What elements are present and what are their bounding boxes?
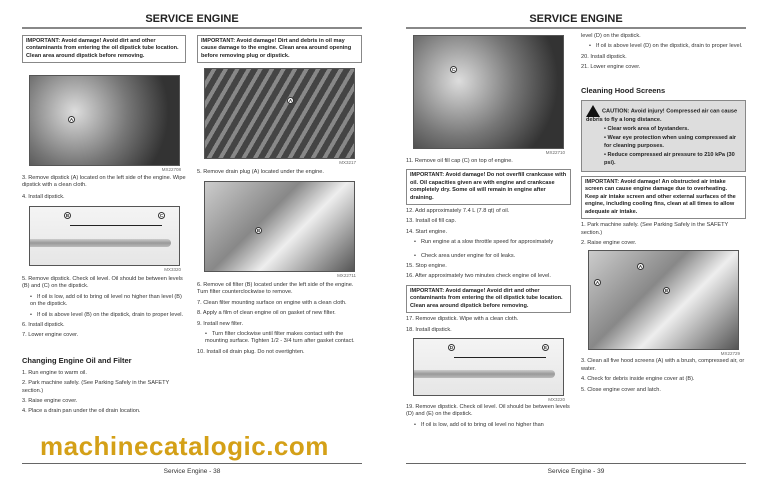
important-notice: IMPORTANT: Avoid damage! An obstructed air intake screen can cause engine damage due to overheating. Keep air intake screen and other external surfaces of the engine, including cooling fins, clean at all times to allow adequate air intake. <box>581 176 746 219</box>
step: 20. Install dipstick. <box>581 53 627 60</box>
text: level (D) on the dipstick. <box>581 33 641 39</box>
step: 21. Lower engine cover. <box>581 64 641 71</box>
callout-b: B <box>65 213 70 218</box>
step: 4. Place a drain pan under the oil drain location. <box>22 408 141 415</box>
step: 14. Start engine. <box>406 228 448 235</box>
caution-bullet: • Wear eye protection when using compressed air for cleaning purposes. <box>604 135 737 149</box>
step: 9. Install new filter. <box>197 320 244 327</box>
figure-caption: MX3320 <box>164 267 181 272</box>
callout-a: A <box>288 98 293 103</box>
step: 4. Install dipstick. <box>22 193 65 200</box>
callout-e: E <box>543 344 547 350</box>
step: 19. Remove dipstick. Check oil level. Oil should be between levels (D) and (E) on the dipstick. <box>406 403 570 418</box>
caution-bullet: • Clear work area of bystanders. <box>604 126 689 133</box>
step: 1. Run engine to warm oil. <box>22 369 87 376</box>
section-heading: Changing Engine Oil and Filter <box>22 355 132 365</box>
page-header: SERVICE ENGINE <box>145 13 239 25</box>
hood-screen-photo <box>588 250 739 350</box>
warning-icon <box>586 105 600 117</box>
callout-c: C <box>159 213 164 218</box>
step: 7. Clean filter mounting surface on engine with a clean cloth. <box>197 299 347 306</box>
step: 13. Install oil fill cap. <box>406 218 457 225</box>
page-footer: Service Engine - 39 <box>547 468 605 475</box>
page-header: SERVICE ENGINE <box>529 13 623 25</box>
step: 3. Clean all five hood screens (A) with a brush, compressed air, or water. <box>581 358 745 372</box>
watermark: machinecatalogic.com <box>40 431 329 461</box>
callout-a: A <box>638 264 643 270</box>
oil-cap-photo <box>413 35 564 149</box>
step: 3. Raise engine cover. <box>22 398 78 405</box>
step: 12. Add approximately 7.4 L (7.8 qt) of oil. <box>406 208 510 215</box>
callout-b: B <box>256 228 261 233</box>
callout-d: D <box>449 344 454 350</box>
step: 7. Lower engine cover. <box>22 332 79 339</box>
step: 1. Park machine safely. (See Parking Safely in the SAFETY section.) <box>581 222 729 236</box>
caution-text: CAUTION: Avoid injury! Compressed air can cause debris to fly a long distance. <box>586 108 738 123</box>
header-rule <box>406 27 746 29</box>
figure-caption: MX3220 <box>548 396 565 402</box>
callout-a: A <box>595 280 600 286</box>
step: 10. Install oil drain plug. Do not overtighten. <box>197 348 305 355</box>
step: 2. Park machine safely. (See Parking Safely in the SAFETY section.) <box>22 380 170 394</box>
step: 4. Check for debris inside engine cover at (B). <box>581 376 695 383</box>
figure-caption: MX22708 <box>161 167 181 172</box>
step: 5. Remove drain plug (A) located under the engine. <box>197 169 324 175</box>
figure-caption: MX22711 <box>337 273 356 278</box>
step: 6. Remove oil filter (B) located under the left side of the engine. Turn filter counterclockwise to remove. <box>197 282 354 296</box>
step: 5. Remove dipstick. Check oil level. Oil should be between levels (B) and (C) on the dipstick. <box>22 276 183 290</box>
tire-photo <box>204 68 355 159</box>
important-notice: IMPORTANT: Avoid damage! Avoid dirt and other contaminants from entering the oil dipstick tube location. Clean area around dipstick before removing. <box>22 35 186 63</box>
step: 16. After approximately two minutes check engine oil level. <box>406 273 551 280</box>
step: 17. Remove dipstick. Wipe with a clean cloth. <box>406 316 519 323</box>
figure-caption: MX22729 <box>720 351 740 357</box>
bullet: • If oil is above level (D) on the dipstick, drain to proper level. <box>581 43 746 50</box>
callout-c: C <box>451 67 456 72</box>
dipstick-photo <box>413 338 564 396</box>
step: 11. Remove oil fill cap (C) on top of engine. <box>406 158 513 164</box>
step: 3. Remove dipstick (A) located on the left side of the engine. Wipe dipstick with a clean cloth. <box>22 175 186 189</box>
caution-notice <box>581 100 746 172</box>
figure-caption: MX22710 <box>545 150 565 155</box>
important-notice: IMPORTANT: Avoid damage! Avoid dirt and other contaminants from entering the oil dipstick tube location. Clean area around dipstick before removing. <box>406 285 571 313</box>
step: 15. Stop engine. <box>406 263 447 270</box>
filter-photo <box>204 181 355 272</box>
bullet: • Check area under engine for oil leaks. <box>406 253 571 260</box>
bullet: • Run engine at a slow throttle speed for approximately <box>406 239 571 246</box>
caution-bullet: • Reduce compressed air pressure to 210 kPa (30 psi). <box>604 152 735 166</box>
important-notice: IMPORTANT: Avoid damage! Dirt and debris in oil may cause damage to the engine. Clean area around opening before removing plug or dipstick. <box>197 35 362 63</box>
step: 5. Close engine cover and latch. <box>581 386 661 393</box>
bullet: • If oil is low, add oil to bring oil level no higher than level (B) on the dipstick. <box>22 294 187 309</box>
important-notice: IMPORTANT: Avoid damage! Do not overfill crankcase with oil. Oil capacities given are with engine and crankcase completely dry. Some oil will remain in engine after draining. <box>406 169 571 205</box>
dipstick-photo <box>29 206 180 266</box>
step: 6. Install dipstick. <box>22 322 65 329</box>
engine-photo <box>29 75 180 166</box>
bullet: • Turn filter clockwise until filter makes contact with the mounting surface. Tighten 1/2 - 3/4 turn after gasket contact. <box>197 331 362 346</box>
page-footer: Service Engine - 38 <box>163 468 221 475</box>
section-heading: Cleaning Hood Screens <box>581 85 666 95</box>
step: 8. Apply a film of clean engine oil on gasket of new filter. <box>197 310 336 317</box>
callout-b: B <box>664 288 669 294</box>
bullet: • If oil is low, add oil to bring oil level no higher than <box>406 422 571 429</box>
figure-caption: MX3217 <box>339 160 356 165</box>
footer-rule <box>22 463 362 464</box>
callout-a: A <box>69 117 74 122</box>
header-rule <box>22 27 362 29</box>
step: 2. Raise engine cover. <box>581 239 637 246</box>
step: 18. Install dipstick. <box>406 326 452 333</box>
bullet: • If oil is above level (B) on the dipstick, drain to proper level. <box>22 312 187 319</box>
footer-rule <box>406 463 746 464</box>
